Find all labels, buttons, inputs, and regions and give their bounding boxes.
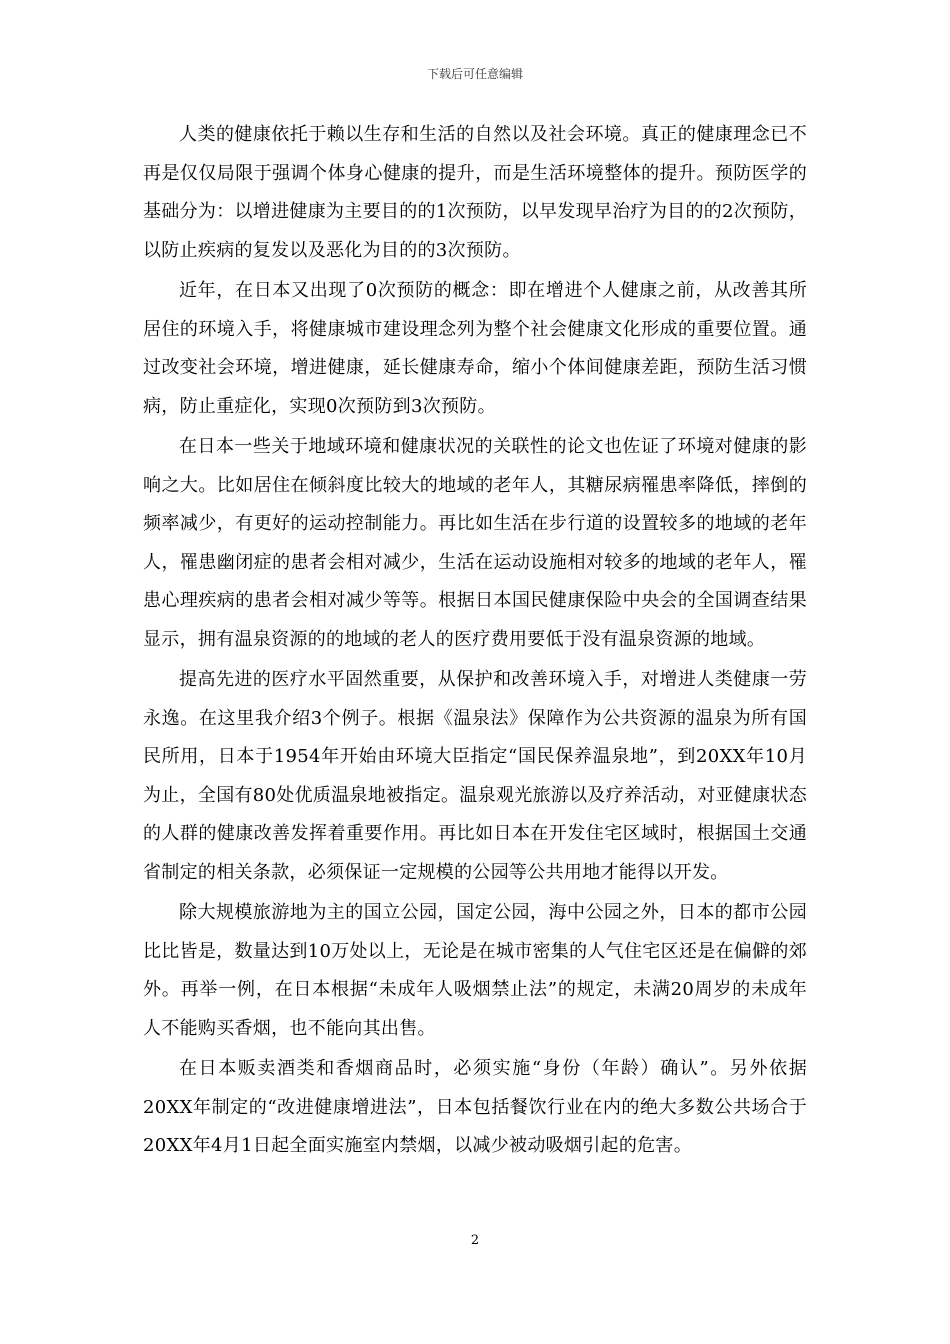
paragraph-2: 近年，在日本又出现了0次预防的概念：即在增进个人健康之前，从改善其所居住的环境入手，将健康城市建设理念列为整个社会健康文化形成的重要位置。通过改变社会环境，增进健康，延长健康寿命，缩小个体间健康差距，预防生活习惯病，防止重症化，实现0次预防到3次预防。 [143,280,807,417]
paragraph-3: 在日本一些关于地域环境和健康状况的关联性的论文也佐证了环境对健康的影响之大。比如居住在倾斜度比较大的地域的老年人，其糖尿病罹患率降低，摔倒的频率减少，有更好的运动控制能力。再比如生活在步行道的设置较多的地域的老年人，罹患幽闭症的患者会相对减少，生活在运动设施相对较多的地域的老年人，罹患心理疾病的患者会相对减少等等。根据日本国民健康保险中央会的全国调查结果显示，拥有温泉资源的的地域的老人的医疗费用要低于没有温泉资源的地域。 [143,436,807,650]
document-body [143,116,807,1168]
paragraph-1: 人类的健康依托于赖以生存和生活的自然以及社会环境。真正的健康理念已不再是仅仅局限于强调个体身心健康的提升，而是生活环境整体的提升。预防医学的基础分为：以增进健康为主要目的的1次预防，以早发现早治疗为目的的2次预防，以防止疾病的复发以及恶化为目的的3次预防。 [143,124,808,261]
paragraph-4: 提高先进的医疗水平固然重要，从保护和改善环境入手，对增进人类健康一劳永逸。在这里我介绍3个例子。根据《温泉法》保障作为公共资源的温泉为所有国民所用，日本于1954年开始由环境大臣指定“国民保养温泉地”，到20XX年10月为止，全国有80处优质温泉地被指定。温泉观光旅游以及疗养活动，对亚健康状态的人群的健康改善发挥着重要作用。再比如日本在开发住宅区域时，根据国土交通省制定的相关条款，必须保证一定规模的公园等公共用地才能得以开发。 [143,669,808,883]
page-number: 2 [470,1233,480,1248]
paragraph-6: 在日本贩卖酒类和香烟商品时，必须实施“身份（年龄）确认”。另外依据20XX年制定的“改进健康增进法”，日本包括餐饮行业在内的绝大多数公共场合于20XX年4月1日起全面实施室内禁烟，以减少被动吸烟引起的危害。 [143,1058,807,1156]
paragraph-5: 除大规模旅游地为主的国立公园，国定公园，海中公园之外，日本的都市公园比比皆是，数量达到10万处以上，无论是在城市密集的人气住宅区还是在偏僻的郊外。再举一例，在日本根据“未成年人吸烟禁止法”的规定，未满20周岁的未成年人不能购买香烟，也不能向其出售。 [143,902,808,1039]
page-header: 下载后可任意编辑 [426,67,523,81]
